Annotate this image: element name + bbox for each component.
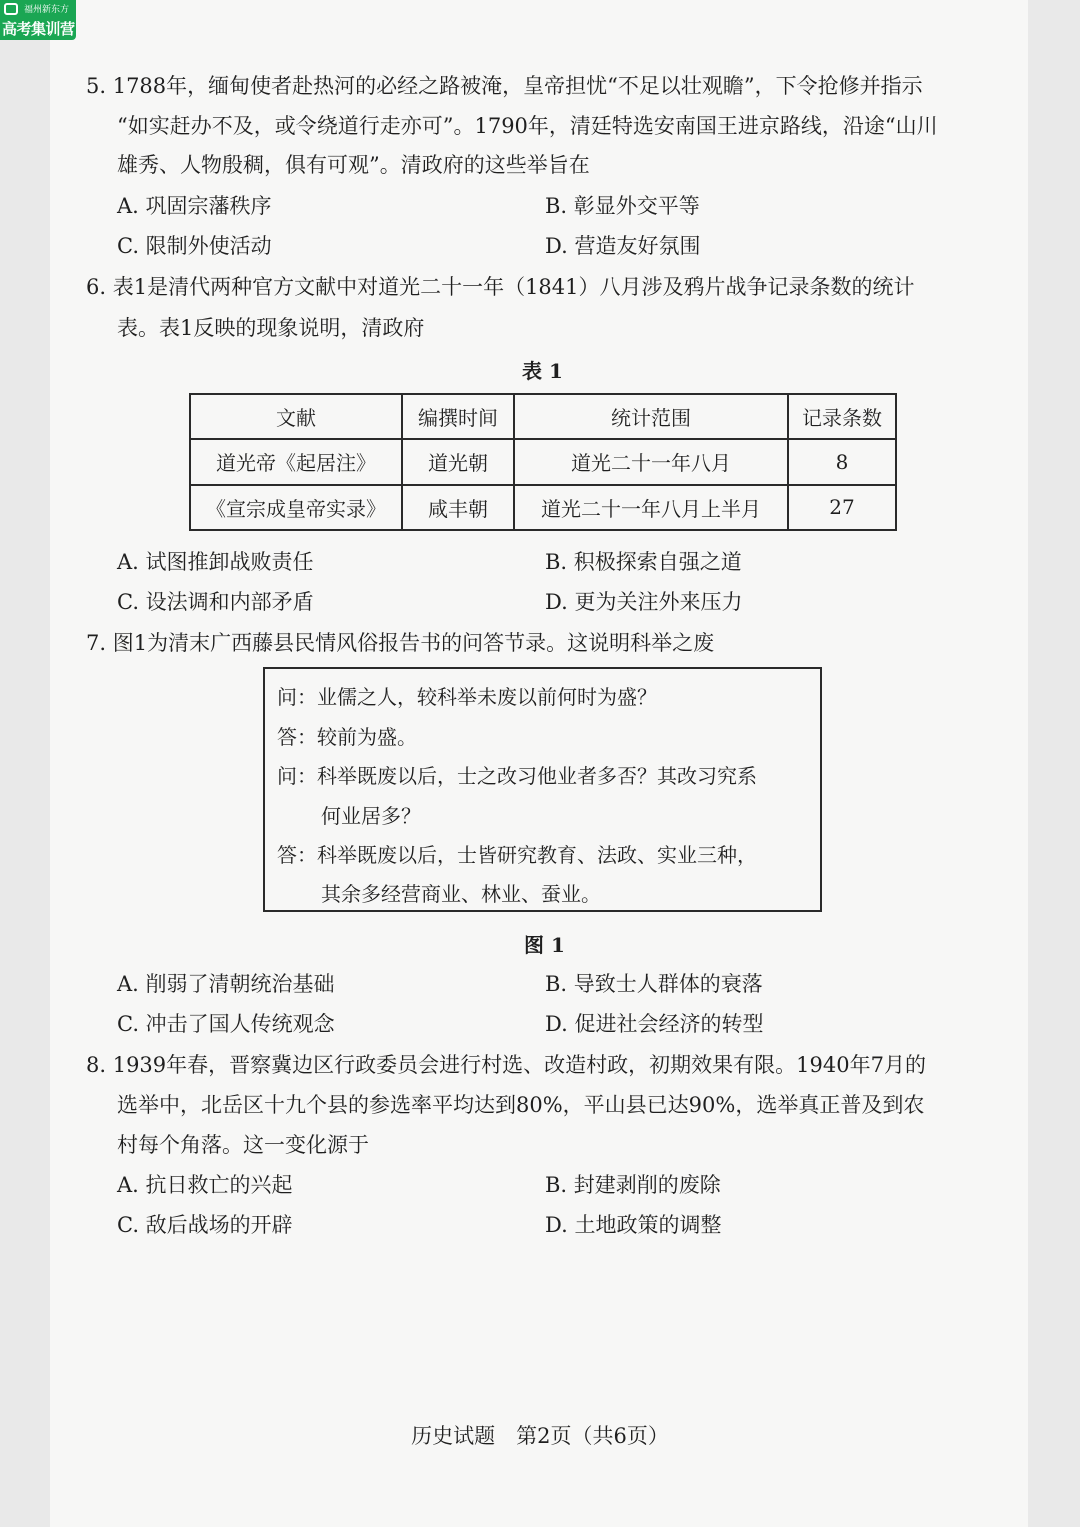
logo-bottom-text: 高考集训营 <box>2 20 75 38</box>
table-cell: 道光帝《起居注》 <box>190 439 402 484</box>
q8-line-3: 村每个角落。这一变化源于 <box>117 1133 369 1157</box>
q5-line-2: “如实赶办不及，或令绕道行走亦可”。1790年，清廷特选安南国王进京路线，沿途“山川 <box>117 114 938 138</box>
figure-caption: 图 1 <box>524 933 565 957</box>
q6-line-2: 表。表1反映的现象说明，清政府 <box>117 316 425 340</box>
q5-option-c: C. 限制外使活动 <box>117 234 272 258</box>
table-header-cell: 统计范围 <box>514 394 788 439</box>
q8-line-2: 选举中，北岳区十九个县的参选率平均达到80%，平山县已达90%，选举真正普及到农 <box>117 1093 925 1117</box>
excerpt-line: 问：业儒之人，较科举未废以前何时为盛？ <box>277 685 657 709</box>
q8-option-d: D. 土地政策的调整 <box>545 1213 722 1237</box>
q7-option-d: D. 促进社会经济的转型 <box>545 1012 764 1036</box>
excerpt-line: 答：科举既废以后，士皆研究教育、法政、实业三种， <box>277 843 757 867</box>
brand-logo <box>0 0 76 40</box>
table-header-cell: 记录条数 <box>788 394 896 439</box>
q7-option-c: C. 冲击了国人传统观念 <box>117 1012 335 1036</box>
q6-option-b: B. 积极探索自强之道 <box>545 550 742 574</box>
logo-top-text: 福州新东方 <box>24 5 70 15</box>
q5-line-3: 雄秀、人物殷稠，俱有可观”。清政府的这些举旨在 <box>117 153 590 177</box>
table-header-cell: 编撰时间 <box>402 394 514 439</box>
q5-option-a: A. 巩固宗藩秩序 <box>117 194 272 218</box>
table-cell: 咸丰朝 <box>402 485 514 530</box>
q6-option-a: A. 试图推卸战败责任 <box>117 550 314 574</box>
excerpt-line: 答：较前为盛。 <box>277 725 417 749</box>
q6-line-1: 6. 表1是清代两种官方文献中对道光二十一年（1841）八月涉及鸦片战争记录条数的统计 <box>86 275 915 299</box>
logo-icon <box>4 3 18 15</box>
page-footer: 历史试题 第2页（共6页） <box>411 1424 669 1448</box>
table-row <box>190 439 896 484</box>
q8-option-c: C. 敌后战场的开辟 <box>117 1213 293 1237</box>
qa-excerpt-box <box>263 667 822 912</box>
q5-option-b: B. 彰显外交平等 <box>545 194 700 218</box>
q6-option-c: C. 设法调和内部矛盾 <box>117 590 314 614</box>
table-cell: 《宣宗成皇帝实录》 <box>190 485 402 530</box>
table-header-cell: 文献 <box>190 394 402 439</box>
q7-line-1: 7. 图1为清末广西藤县民情风俗报告书的问答节录。这说明科举之废 <box>86 631 715 655</box>
q5-line-1: 5. 1788年，缅甸使者赴热河的必经之路被淹，皇帝担忧“不足以壮观瞻”，下令抢修并指示 <box>86 74 923 98</box>
excerpt-line: 问：科举既废以后，士之改习他业者多否？其改习究系 <box>277 764 757 788</box>
excerpt-line: 何业居多？ <box>321 804 421 828</box>
table-cell: 道光二十一年八月 <box>514 439 788 484</box>
q8-option-a: A. 抗日救亡的兴起 <box>117 1173 293 1197</box>
table-header-row <box>190 394 896 439</box>
table-caption: 表 1 <box>522 359 563 383</box>
q8-option-b: B. 封建剥削的废除 <box>545 1173 721 1197</box>
table-cell: 道光朝 <box>402 439 514 484</box>
q7-option-a: A. 削弱了清朝统治基础 <box>117 972 335 996</box>
records-table <box>189 393 897 531</box>
table-cell: 8 <box>788 439 896 484</box>
q6-option-d: D. 更为关注外来压力 <box>545 590 743 614</box>
q7-option-b: B. 导致士人群体的衰落 <box>545 972 763 996</box>
table-cell: 27 <box>788 485 896 530</box>
table-row <box>190 485 896 530</box>
excerpt-line: 其余多经营商业、林业、蚕业。 <box>321 882 601 906</box>
q5-option-d: D. 营造友好氛围 <box>545 234 701 258</box>
table-cell: 道光二十一年八月上半月 <box>514 485 788 530</box>
q8-line-1: 8. 1939年春，晋察冀边区行政委员会进行村选、改造村政，初期效果有限。1940年7月的 <box>86 1053 926 1077</box>
